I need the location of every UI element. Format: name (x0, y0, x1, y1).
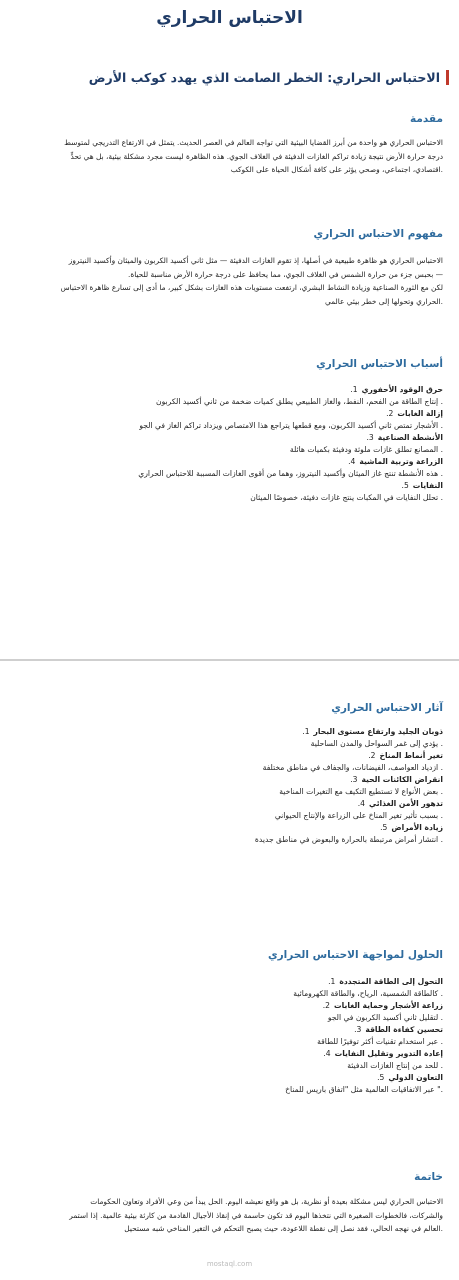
list-item (14, 384, 443, 408)
list-item (14, 822, 443, 846)
item-number: 2. (322, 1001, 330, 1010)
effects-list (14, 726, 443, 846)
concept-line: .الحراري وتحولها إلى خطر بيئي عالمي (325, 296, 443, 306)
intro-paragraph (14, 136, 443, 177)
item-title: إعادة التدوير وتقليل النفايات (334, 1049, 443, 1058)
conclusion-paragraph (14, 1195, 443, 1236)
page-separator (0, 659, 459, 661)
item-description: . بسبب تأثير تغير المناخ على الزراعة والإنتاج الحيواني (274, 811, 443, 820)
item-description: . تحلل النفايات في المكبات ينتج غازات دفيئة، خصوصًا الميثان (250, 493, 443, 502)
article-subtitle: الاحتباس الحراري: الخطر الصامت الذي يهدد كوكب الأرض (10, 70, 449, 85)
item-description: . بعض الأنواع لا تستطيع التكيف مع التغيرات المناخية (279, 787, 443, 796)
concept-line: الاحتباس الحراري هو ظاهرة طبيعية في أصلها، إذ تقوم الغازات الدفيئة — مثل ثاني أكسيد الكربون والميثان وأكسيد النيتروز (68, 256, 443, 265)
item-description: . لتقليل ثاني أكسيد الكربون في الجو (327, 1013, 443, 1022)
item-number: 5. (380, 823, 388, 832)
item-number: 1. (302, 727, 310, 736)
list-item (14, 750, 443, 774)
item-description: . للحد من إنتاج الغازات الدفيئة (347, 1061, 443, 1070)
intro-line: .اقتصادي، اجتماعي، وصحي يؤثر على كافة أشكال الحياة على الكوكب (230, 165, 443, 174)
item-number: 1. (350, 385, 358, 394)
intro-line: درجة حرارة الأرض نتيجة زيادة تراكم الغازات الدفيئة في الغلاف الجوي. هذه الظاهرة ليست مجرد مشكلة بيئية، بل هي تحدٍّ (70, 151, 443, 161)
item-title: ذوبان الجليد وارتفاع مستوى البحار (313, 727, 443, 736)
list-item (14, 774, 443, 798)
item-title: التحول إلى الطاقة المتجددة (339, 977, 443, 986)
item-title: التعاون الدولي (388, 1073, 443, 1082)
item-title: تحسين كفاءة الطاقة (365, 1025, 443, 1034)
list-item (14, 456, 443, 480)
item-description: ." عبر الاتفاقيات العالمية مثل "اتفاق باريس للمناخ (285, 1085, 443, 1094)
item-description: . عبر استخدام تقنيات أكثر توفيرًا للطاقة (317, 1037, 443, 1046)
effects-heading: آثار الاحتباس الحراري (331, 702, 443, 714)
item-description: . المصانع تطلق غازات ملوثة ودفيئة بكميات هائلة (289, 445, 443, 454)
item-title: حرق الوقود الأحفوري (361, 385, 443, 394)
item-title: الزراعة وتربية الماشية (359, 457, 443, 466)
list-item (14, 726, 443, 750)
item-title: تغير أنماط المناخ (379, 751, 443, 760)
conclusion-line: الاحتباس الحراري ليس مشكلة بعيدة أو نظرية، بل هو واقع نعيشه اليوم. الحل يبدأ من وعي الأفراد وتعاون الحكومات (90, 1197, 443, 1206)
item-title: زيادة الأمراض (391, 823, 443, 832)
item-title: الأنشطة الصناعية (377, 433, 443, 442)
item-number: 4. (323, 1049, 331, 1058)
list-item (14, 976, 443, 1000)
watermark: mostaql.com (206, 1260, 253, 1268)
page-title: الاحتباس الحراري (156, 8, 303, 28)
item-description: . كالطاقة الشمسية، الرياح، والطاقة الكهرومائية (293, 989, 443, 998)
item-number: 3. (350, 775, 358, 784)
item-number: 5. (377, 1073, 385, 1082)
list-item (14, 1000, 443, 1024)
list-item (14, 1048, 443, 1072)
concept-line: — بحبس جزء من حرارة الشمس في الغلاف الجوي، مما يحافظ على درجة حرارة الأرض مناسبة للحياة. (127, 269, 443, 279)
item-number: 1. (328, 977, 336, 986)
item-description: . انتشار أمراض مرتبطة بالحرارة والبعوض في مناطق جديدة (254, 835, 443, 844)
item-number: 3. (354, 1025, 362, 1034)
item-description: . إنتاج الطاقة من الفحم، النفط، والغاز الطبيعي يطلق كميات ضخمة من ثاني أكسيد الكربون (156, 397, 443, 406)
item-number: 4. (348, 457, 356, 466)
intro-heading: مقدمة (410, 113, 443, 125)
item-title: إزالة الغابات (397, 409, 443, 418)
list-item (14, 1072, 443, 1096)
item-number: 2. (386, 409, 394, 418)
item-number: 4. (357, 799, 366, 808)
item-number: 2. (368, 751, 376, 760)
conclusion-heading: خاتمة (414, 1171, 443, 1183)
solutions-heading: الحلول لمواجهة الاحتباس الحراري (268, 949, 443, 961)
list-item (14, 798, 443, 822)
concept-heading: مفهوم الاحتباس الحراري (313, 228, 443, 240)
list-item (14, 1024, 443, 1048)
list-item (14, 432, 443, 456)
item-number: 3. (366, 433, 374, 442)
conclusion-line: والشركات، فالخطوات الصغيرة التي نتخذها اليوم قد تكون حاسمة في إنقاذ الأجيال القادمة من كارثة بيئية عالمية. إذا استمر (69, 1210, 443, 1220)
item-description: . ازدياد العواصف، الفيضانات، والجفاف في مناطق مختلفة (262, 763, 443, 772)
list-item (14, 408, 443, 432)
item-title: زراعة الأشجار وحماية الغابات (333, 1001, 443, 1010)
causes-heading: أسباب الاحتباس الحراري (316, 358, 443, 370)
concept-line: لكن مع الثورة الصناعية وزيادة النشاط البشري، ارتفعت مستويات هذه الغازات بشكل كبير، ما أدى إلى تسارع ظاهرة الاحتباس (60, 283, 443, 292)
solutions-list (14, 976, 443, 1096)
item-description: . الأشجار تمتص ثاني أكسيد الكربون، ومع قطعها يتراجع هذا الامتصاص ويزداد تراكم الغاز في الجو (139, 421, 443, 430)
causes-list (14, 384, 443, 504)
item-description: . هذه الأنشطة تنتج غاز الميثان وأكسيد النيتروز، وهما من أقوى الغازات المسببة للاحتباس الحراري (138, 469, 443, 478)
item-number: 5. (401, 481, 409, 490)
document-page-2 (0, 662, 459, 1280)
item-title: النفايات (412, 481, 443, 490)
item-description: . يؤدي إلى غمر السواحل والمدن الساحلية (310, 739, 443, 748)
intro-line: الاحتباس الحراري هو واحدة من أبرز القضايا البيئية التي تواجه العالم في العصر الحديث. يتمثل في الارتفاع التدريجي لمتوسط (64, 138, 443, 147)
list-item (14, 480, 443, 504)
item-title: تدهور الأمن الغذائي (369, 799, 443, 808)
conclusion-line: .العالم في نهجه الحالي، فقد نصل إلى نقطة اللاعودة، حيث يصبح التحكم في التغير المناخي شبه مستحيل (124, 1224, 443, 1233)
concept-paragraph (14, 254, 443, 308)
item-title: انقراض الكائنات الحية (361, 775, 443, 784)
